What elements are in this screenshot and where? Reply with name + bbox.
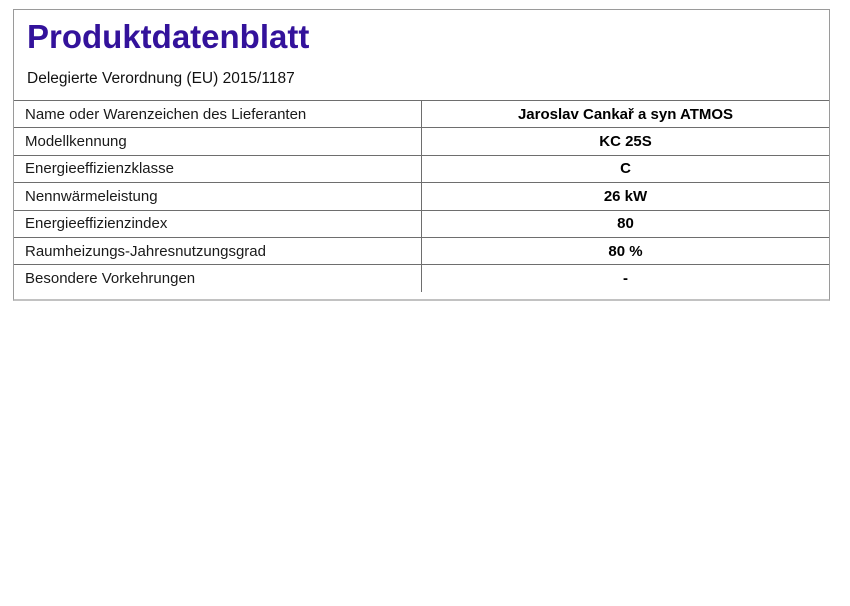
- table-row: [14, 155, 829, 182]
- row-label: Besondere Vorkehrungen: [14, 265, 422, 292]
- row-value: 80 %: [422, 237, 830, 264]
- row-value: KC 25S: [422, 128, 830, 155]
- table-row: [14, 210, 829, 237]
- row-value: Jaroslav Cankař a syn ATMOS: [422, 101, 830, 128]
- table-row: [14, 265, 829, 292]
- row-label: Energieeffizienzindex: [14, 210, 422, 237]
- datasheet-header: [14, 10, 829, 100]
- row-value: 26 kW: [422, 183, 830, 210]
- product-data-table: [14, 100, 829, 292]
- row-value: C: [422, 155, 830, 182]
- table-row: [14, 128, 829, 155]
- table-row: [14, 183, 829, 210]
- product-datasheet-box: [13, 9, 830, 301]
- regulation-subtitle: Delegierte Verordnung (EU) 2015/1187: [27, 70, 295, 87]
- row-label: Energieeffizienzklasse: [14, 155, 422, 182]
- row-value: -: [422, 265, 830, 292]
- row-label: Name oder Warenzeichen des Lieferanten: [14, 101, 422, 128]
- page-title: Produktdatenblatt: [27, 18, 310, 55]
- row-label: Nennwärmeleistung: [14, 183, 422, 210]
- table-row: [14, 237, 829, 264]
- row-label: Raumheizungs-Jahresnutzungsgrad: [14, 237, 422, 264]
- row-value: 80: [422, 210, 830, 237]
- table-row: [14, 101, 829, 128]
- row-label: Modellkennung: [14, 128, 422, 155]
